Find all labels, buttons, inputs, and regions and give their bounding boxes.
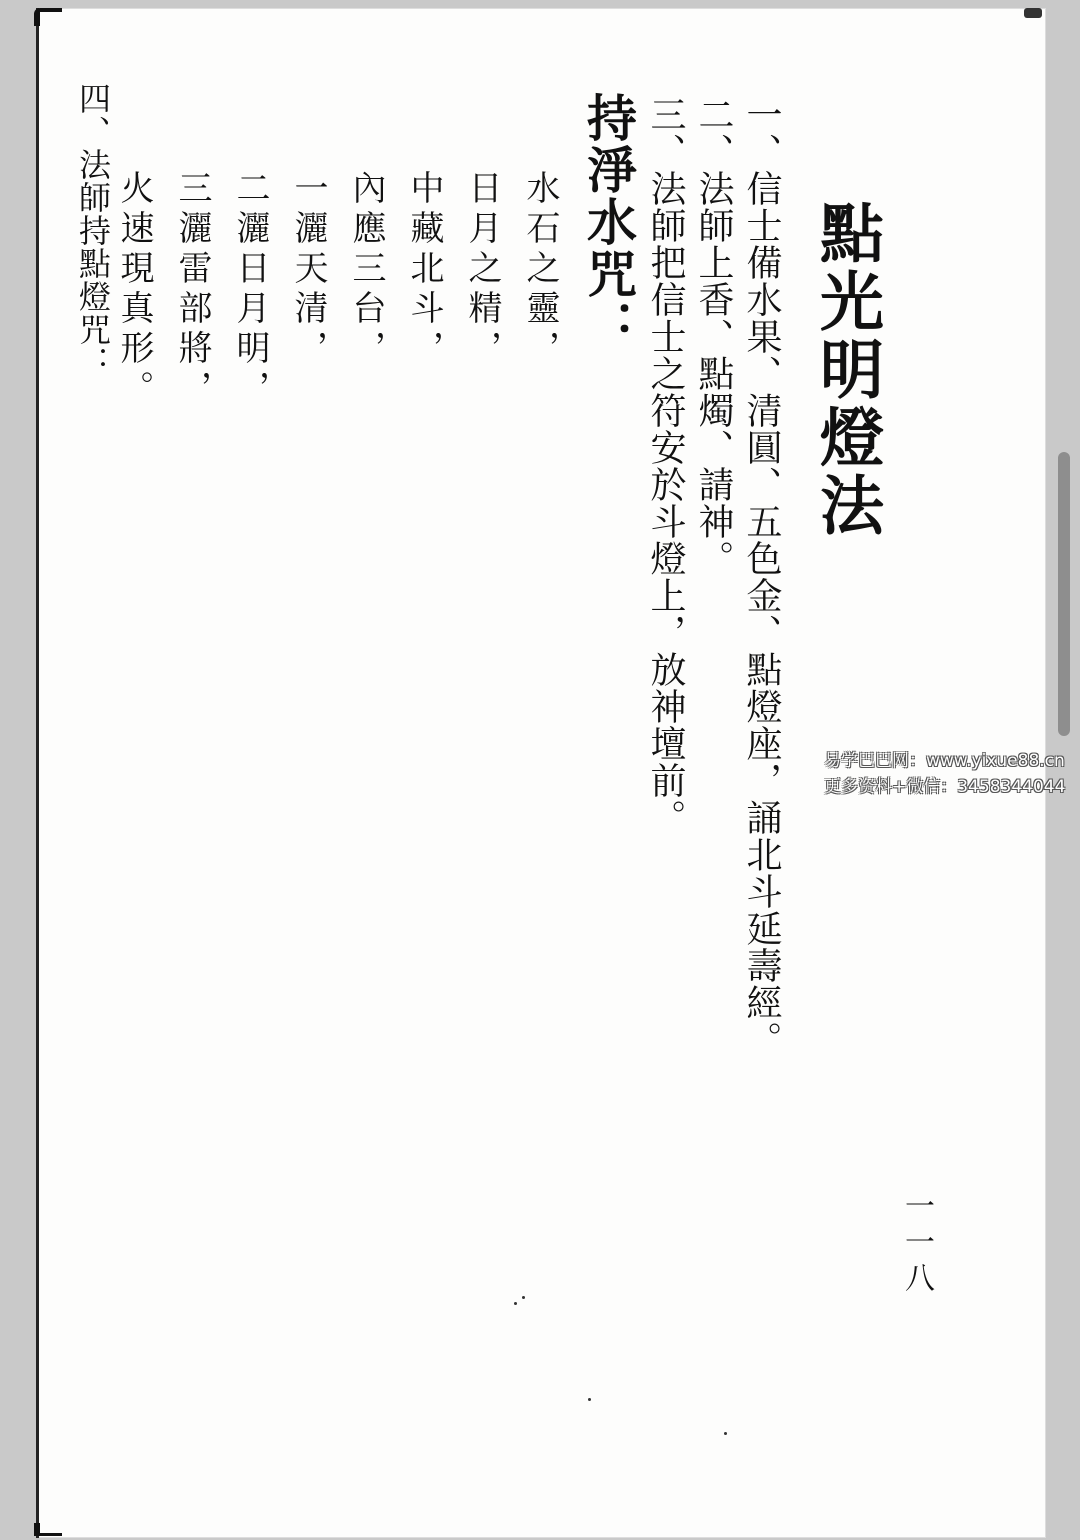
mantra-line: 內應三台， [346, 170, 386, 370]
print-speck [724, 1432, 727, 1435]
step-item-4: 四、法師持點燈咒： [74, 82, 112, 379]
mantra-line: 二灑日月明， [230, 170, 270, 410]
page-corner-top-right [1024, 8, 1042, 18]
scrollbar-thumb[interactable] [1058, 452, 1070, 736]
page-corner-bottom-left [34, 1523, 62, 1536]
print-speck [522, 1296, 525, 1299]
page-corner-top-left [34, 8, 62, 26]
mantra-line: 水石之靈， [520, 170, 560, 370]
step-item-3: 三、法師把信士之符安於斗燈上，放神壇前。 [645, 96, 686, 836]
document-title: 點光明燈法 [809, 200, 884, 540]
print-speck [588, 1398, 591, 1401]
mantra-line: 中藏北斗， [404, 170, 444, 370]
mantra-line: 日月之精， [462, 170, 502, 370]
section-heading: 持淨水咒： [579, 92, 638, 352]
step-item-1: 一、信士備水果、清圓、五色金、點燈座，誦北斗延壽經。 [741, 96, 782, 1058]
mantra-line: 火速現真形。 [114, 170, 154, 410]
step-item-2: 二、法師上香、點燭、請神。 [693, 96, 734, 577]
watermark-line-2: 更多资料+微信：3458344044 [824, 777, 1066, 797]
page-number: 一一八 [899, 1190, 934, 1298]
mantra-line: 一灑天清， [288, 170, 328, 370]
watermark-line-1: 易学巴巴网：www.yixue88.cn [824, 751, 1065, 771]
mantra-line: 三灑雷部將， [172, 170, 212, 410]
print-speck [514, 1302, 517, 1305]
